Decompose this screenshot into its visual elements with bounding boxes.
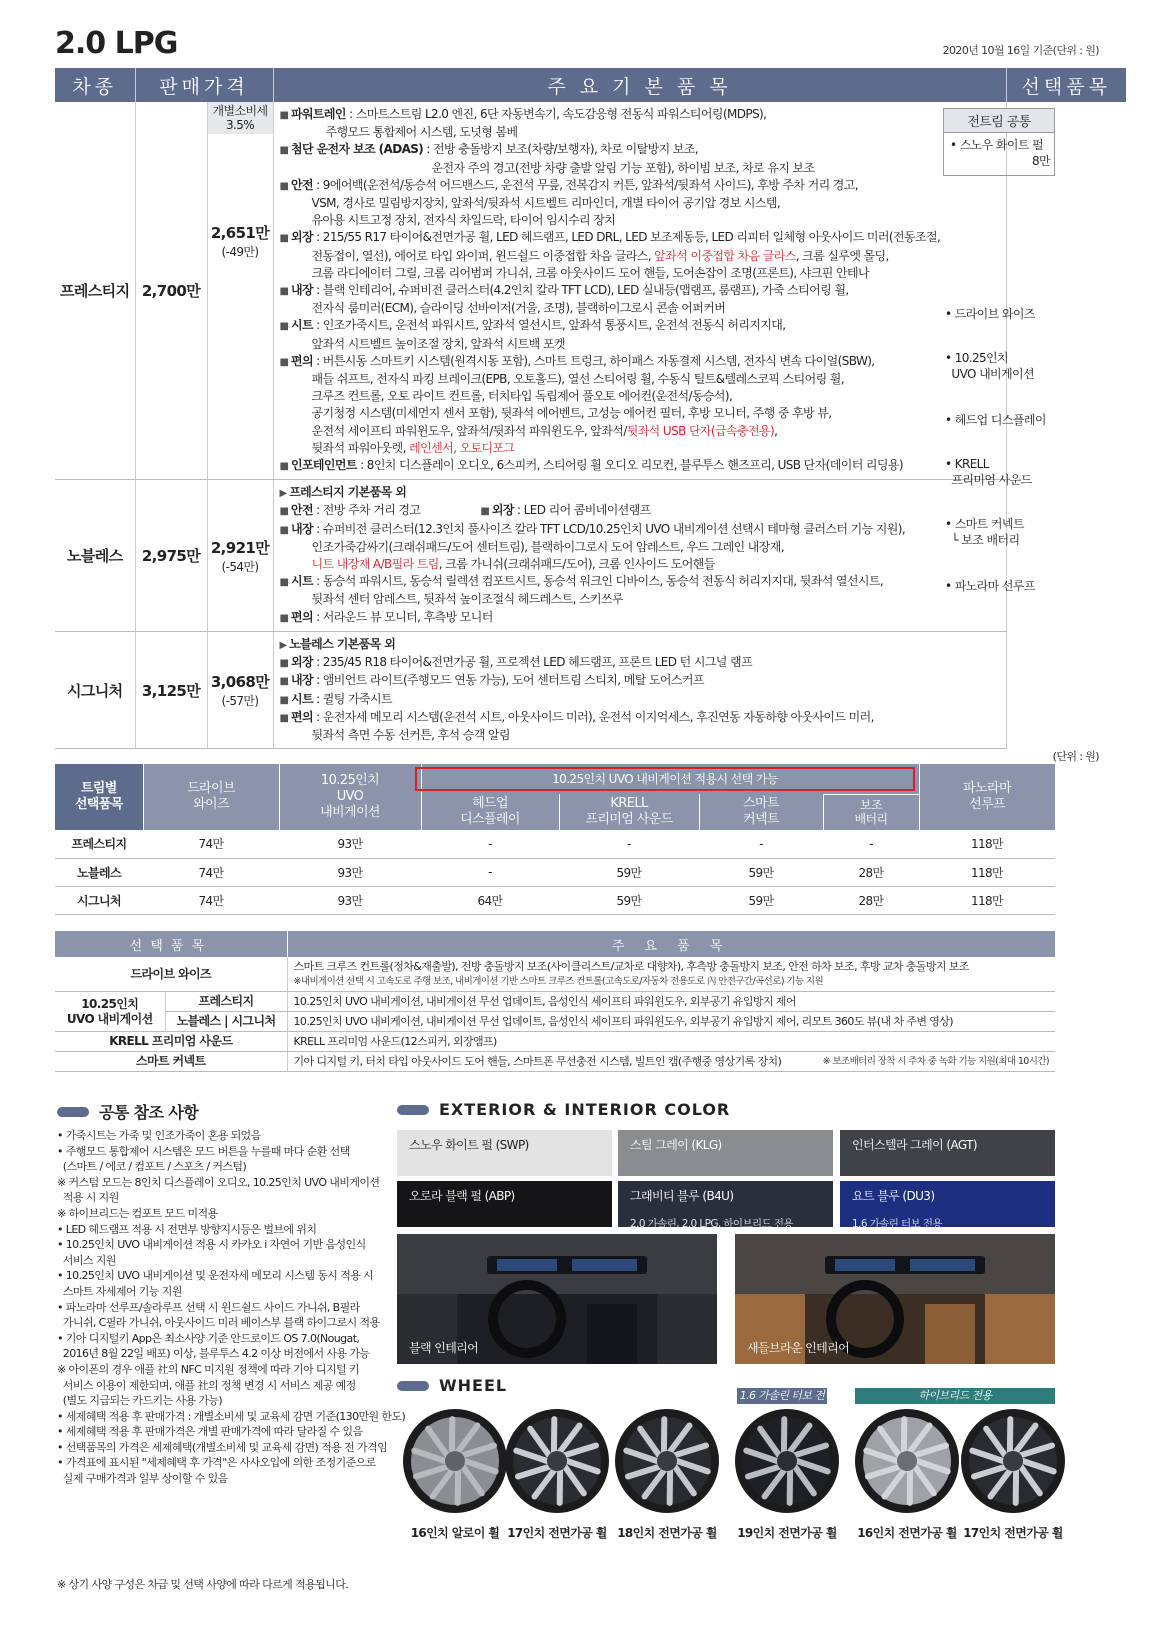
option-list-item: • 파노라마 선루프 (945, 579, 1035, 593)
item-category: 외장 (491, 503, 514, 518)
detail-row-smart (55, 1052, 1055, 1072)
note-line: 서비스 지원 (57, 1253, 116, 1267)
page-title: 2.0 LPG (55, 26, 178, 61)
wheel-image (504, 1408, 610, 1514)
item-text: 인조가죽감싸기(크래쉬패드/도어 센터트림), 블랙하이그로시 도어 암레스트, 우드 그레인 내장재, (311, 539, 784, 554)
trim-name: 노블레스 (55, 480, 135, 632)
item-line (280, 336, 1000, 353)
note-line: • 주행모드 통합제어 시스템은 모드 버튼을 누를때 마다 순환 선택 (57, 1144, 350, 1158)
wheel-item (612, 1408, 722, 1541)
options-common-box (943, 108, 1055, 176)
item-line (280, 609, 1000, 627)
option-list-item: • KRELL 프리미엄 사운드 (945, 457, 1032, 487)
arrow-icon: ▶ (279, 488, 290, 500)
option-price-krell: 59만 (559, 858, 699, 886)
option-detail-table (55, 931, 1056, 1072)
spec-header-row (55, 68, 1126, 102)
item-text-highlight: 뒷좌석 USB 단자(급속충전용) (626, 423, 775, 438)
color-heading (397, 1100, 730, 1119)
square-bullet-icon: ■ (279, 524, 291, 536)
option-price-row (55, 858, 1055, 886)
item-category: 편의 (290, 353, 313, 368)
color-swatch (397, 1181, 612, 1227)
options-common-price: 8만 (1031, 154, 1050, 168)
item-line (280, 591, 1000, 608)
note-line: ※ 커스텀 모드는 8인치 디스플레이 오디오, 10.25인치 UVO 내비게이션 (57, 1175, 380, 1189)
option-price-hud: - (421, 830, 559, 858)
detail-text-navi-noblesse: 10.25인치 UVO 내비게이션, 내비게이션 무선 업데이트, 음성인식 세이프티 파워윈도우, 외부공기 유입방지 제어, 리모트 360도 뷰(내 차 주변 영상) (287, 1012, 1055, 1032)
square-bullet-icon: ■ (279, 506, 291, 518)
note-line: • 세제혜택 적용 후 판매가격 : 개별소비세 및 교육세 감면 기준(130만원 한도) (57, 1409, 406, 1423)
opt-head-smart: 스마트 커넥트 (699, 794, 823, 830)
tag-hybrid: 하이브리드 전용 (855, 1388, 1055, 1404)
pill-icon (397, 1381, 429, 1391)
color-swatch (618, 1130, 833, 1176)
note-line: • 선택품목의 가격은 세제혜택(개별소비세 및 교육세 감면) 적용 전 가격임 (57, 1440, 388, 1454)
item-line (280, 195, 1000, 212)
note-line: • 10.25인치 UVO 내비게이션 및 운전자세 메모리 시스템 동시 적용 시 (57, 1269, 374, 1283)
disc-price-value: 2,651만 (210, 224, 270, 242)
disc-price-diff: (-54만) (221, 559, 259, 574)
item-text: : 9에어백(운전석/동승석 어드밴스드, 운전석 무릎, 전복감지 커튼, 앞좌석/뒷좌석 사이드), 후방 주차 거리 경고, (312, 177, 858, 192)
common-notes-title: 공통 참조 사항 (99, 1103, 199, 1122)
item-line (280, 160, 1000, 177)
item-line (280, 282, 1000, 300)
note-line: • 기아 디지털키 App은 최소사양 기준 안드로이드 OS 7.0(Nougat, (57, 1331, 360, 1345)
opt-head-pano: 파노라마 선루프 (919, 764, 1055, 830)
color-title: EXTERIOR & INTERIOR COLOR (439, 1100, 731, 1119)
trim-disc-price (207, 480, 273, 632)
option-price-row (55, 886, 1055, 914)
note-line: • 가죽시트는 가죽 및 인조가죽이 혼용 되었음 (57, 1129, 261, 1142)
opt-head-battery: 보조 배터리 (823, 794, 919, 830)
option-list-item: • 스마트 커넥트 └ 보조 배터리 (945, 517, 1024, 547)
item-category: 내장 (290, 283, 313, 298)
note-line: (별도 지급되는 카드키는 사용 가능) (57, 1394, 223, 1408)
item-text: , 크롬 실루엣 몰딩, (795, 248, 889, 263)
item-text: : 동승석 파워시트, 동승석 릴렉션 컴포트시트, 동승석 워크인 디바이스, 동승석 전동식 허리지지대, 뒷좌석 열선시트, (312, 574, 884, 589)
item-category: 외장 (290, 230, 313, 245)
item-category: 시트 (290, 691, 313, 706)
wheel-label: 18인치 전면가공 휠 (617, 1526, 717, 1540)
item-category: 내장 (290, 521, 313, 536)
item-text-highlight: 레인센서, 오토디포그 (409, 440, 515, 455)
detail-row-krell (55, 1032, 1055, 1052)
trim-price: 2,700만 (135, 102, 207, 480)
square-bullet-icon: ■ (279, 180, 291, 192)
note-line: • 세제혜택 적용 후 판매가격은 개별 판매가격에 따라 달라질 수 있음 (57, 1425, 363, 1439)
item-category: 편의 (290, 609, 313, 624)
header-options: 선택품목 (1006, 68, 1126, 102)
item-text: 크롬 라디에이터 그릴, 크롬 리어범퍼 가니쉬, 크롬 아웃사이드 도어 핸들, 도어손잡이 조명(프론트), 샤크핀 안테나 (311, 265, 869, 280)
option-price-krell: - (559, 830, 699, 858)
option-price-navi: 93만 (279, 830, 421, 858)
item-line (280, 440, 1000, 457)
item-line (280, 141, 1000, 159)
option-price-navi: 93만 (279, 886, 421, 914)
unit-note: (단위 : 원) (1052, 750, 1099, 763)
trim-disc-price (207, 102, 273, 480)
item-text: 앞좌석 시트벨트 높이조절 장치, 앞좌석 시트백 포켓 (311, 336, 565, 351)
color-swatch (840, 1130, 1055, 1176)
item-text: : 전방 주차 거리 경고 (312, 503, 421, 518)
item-line (280, 353, 1000, 371)
options-common-body (944, 133, 1054, 175)
square-bullet-icon: ■ (279, 676, 291, 688)
option-price-krell: 59만 (559, 886, 699, 914)
item-text: : 235/45 R18 타이어&전면가공 휠, 프로젝션 LED 헤드램프, 프론트 LED 턴 시그널 램프 (312, 655, 752, 670)
trim-price: 2,975만 (135, 480, 207, 632)
item-line (280, 539, 1000, 556)
item-line (280, 521, 1000, 539)
item-line (280, 691, 1000, 709)
trim-items (273, 480, 1006, 632)
note-line: 가니쉬, C필라 가니쉬, 아웃사이드 미러 베이스부 블랙 하이그로시 적용 (57, 1316, 380, 1330)
item-line (280, 317, 1000, 335)
item-line (280, 556, 1000, 573)
spec-row-1 (55, 480, 1126, 632)
option-price-drive: 74만 (143, 830, 279, 858)
option-price-hud: 64만 (421, 886, 559, 914)
item-arrow-text: 노블레스 기본품목 외 (289, 636, 396, 651)
item-line (280, 124, 1000, 141)
trim-price: 3,125만 (135, 631, 207, 748)
detail-text-smart (287, 1052, 1055, 1072)
option-price-hud: - (421, 858, 559, 886)
item-text: 전동접이, 열선), 에어로 타입 와이퍼, 윈드쉴드 이중접합 차음 글라스, (311, 248, 655, 263)
item-line (280, 484, 1000, 502)
color-swatch (397, 1130, 612, 1176)
square-bullet-icon: ■ (279, 233, 291, 245)
item-text: : 인조가죽시트, 운전석 파워시트, 앞좌석 열선시트, 앞좌석 통풍시트, 운전석 전동식 허리지지대, (312, 318, 786, 333)
pill-icon (397, 1105, 429, 1115)
item-text: : 215/55 R17 타이어&전면가공 휠, LED 헤드램프, LED DRL, LED 보조제동등, LED 리피터 일체형 아웃사이드 미러(전동조절, (312, 230, 941, 245)
opt-head-navi: 10.25인치 UVO 내비게이션 (279, 764, 421, 830)
opt-head-drive: 드라이브 와이즈 (143, 764, 279, 830)
wheel-label: 16인치 알로이 휠 (410, 1526, 500, 1540)
detail-head-items: 주 요 품 목 (287, 931, 1055, 957)
square-bullet-icon: ■ (279, 356, 291, 368)
option-price-smart: 59만 (699, 858, 823, 886)
opt-head-krell: KRELL 프리미엄 사운드 (559, 794, 699, 830)
tag-turbo: 1.6 가솔린 터보 전 (737, 1388, 827, 1404)
color-swatch (618, 1181, 833, 1230)
item-line (280, 727, 1000, 744)
item-text: : 앰비언트 라이트(주행모드 연동 가능), 도어 센터트림 스티치, 메탈 도어스커프 (312, 673, 704, 688)
color-name: 그래비티 블루 (B4U) (630, 1189, 734, 1203)
common-notes-heading (57, 1100, 198, 1123)
bottom-note: ※ 상기 사양 구성은 차급 및 선택 사양에 따라 다르게 적용됩니다. (57, 1578, 349, 1591)
option-price-row (55, 830, 1055, 858)
color-name: 인터스텔라 그레이 (AGT) (852, 1138, 977, 1152)
item-arrow-text: 프레스티지 기본품목 외 (289, 485, 407, 500)
option-price-navi: 93만 (279, 858, 421, 886)
item-line (280, 457, 1000, 475)
option-list-item: • 드라이브 와이즈 (945, 307, 1035, 321)
item-text: : 전방 충돌방지 보조(차량/보행자), 차로 이탈방지 보조, (423, 142, 699, 157)
option-price-drive: 74만 (143, 886, 279, 914)
disc-price-diff: (-49만) (221, 245, 259, 259)
option-price-smart: 59만 (699, 886, 823, 914)
item-text: : 슈퍼비전 클러스터(12.3인치 풀사이즈 칼라 TFT LCD/10.25인치 UVO 내비게이션 선택시 테마형 클러스터 기능 지원), (312, 521, 906, 536)
option-list-item: • 헤드업 디스플레이 (945, 413, 1046, 427)
interior-brown (735, 1234, 1055, 1364)
square-bullet-icon: ■ (279, 110, 291, 121)
wheel-label: 19인치 전면가공 휠 (737, 1526, 837, 1540)
wheel-item (732, 1408, 842, 1541)
item-line (280, 212, 1000, 229)
item-line (280, 672, 1000, 690)
item-text: 패들 쉬프트, 전자식 파킹 브레이크(EPB, 오토홀드), 열선 스티어링 휠, 수동식 틸트&텔레스코픽 스티어링 휠, (311, 372, 845, 387)
detail-label-navi: 10.25인치 UVO 내비게이션 (55, 992, 165, 1032)
square-bullet-icon: ■ (279, 145, 291, 157)
item-line (280, 502, 1000, 520)
item-line (280, 405, 1000, 422)
options-column (943, 104, 1055, 176)
pill-icon (57, 1107, 89, 1117)
item-category: 첨단 운전자 보조 (ADAS) (290, 142, 424, 157)
item-text: VSM, 경사로 밀림방지장치, 앞좌석/뒷좌석 시트벨트 리마인더, 개별 타이어 공기압 경보 시스템, (311, 196, 781, 211)
wheel-title: WHEEL (439, 1376, 508, 1395)
item-category: 시트 (290, 318, 313, 333)
detail-row-navi-noblesse (55, 1012, 1055, 1032)
interior-black-label: 블랙 인테리어 (409, 1341, 479, 1355)
item-category: 인포테인먼트 (290, 458, 357, 473)
options-common-item: • 스노우 화이트 펄 (950, 138, 1044, 152)
trim-items (273, 631, 1006, 748)
tax-label: 개별소비세 3.5% (208, 102, 273, 134)
item-line (280, 229, 1000, 247)
option-price-drive: 74만 (143, 858, 279, 886)
square-bullet-icon: ■ (279, 321, 291, 333)
option-price-trim: 프레스티지 (55, 830, 143, 858)
color-sub: 1.6 가솔린 터보 전용 (852, 1218, 942, 1230)
opt-head-hud: 헤드업 디스플레이 (421, 794, 559, 830)
item-text: , 크롬 가니쉬(크래쉬패드/도어), 크롬 인사이드 도어핸들 (438, 557, 715, 572)
note-line: 서비스 이용이 제한되며, 애플 社의 정책 변경 시 서비스 제공 예정 (57, 1378, 356, 1392)
trim-items (273, 102, 1006, 480)
wheel-image (402, 1408, 508, 1514)
date-note: 2020년 10월 16일 기준(단위 : 원) (942, 44, 1099, 57)
item-line (280, 654, 1000, 672)
detail-smart-note: ※ 보조배터리 장착 시 주차 중 녹화 기능 지원(최대 10시간) (822, 1056, 1050, 1067)
color-sub: 2.0 가솔린, 2.0 LPG, 하이브리드 전용 (630, 1218, 793, 1230)
item-text: : 퀼팅 가죽시트 (312, 691, 392, 706)
wheel-image (614, 1408, 720, 1514)
detail-label-smart: 스마트 커넥트 (55, 1052, 287, 1072)
header-model: 차종 (55, 68, 135, 102)
item-line (280, 177, 1000, 195)
color-name: 요트 블루 (DU3) (852, 1189, 935, 1203)
interior-black (397, 1234, 717, 1364)
color-name: 스틸 그레이 (KLG) (630, 1138, 722, 1152)
detail-label-navi-prestige: 프레스티지 (165, 992, 287, 1012)
item-line (280, 636, 1000, 654)
detail-row-drive-wise (55, 957, 1055, 992)
detail-smart-main: 기아 디지털 키, 터치 타입 아웃사이드 도어 핸들, 스마트폰 무선충전 시스템, 빌트인 캠(주행중 영상기록 장치) (293, 1055, 782, 1068)
detail-label-krell: KRELL 프리미엄 사운드 (55, 1032, 287, 1052)
detail-label-navi-noblesse: 노블레스 | 시그니처 (165, 1012, 287, 1032)
square-bullet-icon: ■ (279, 712, 291, 724)
wheel-image (734, 1408, 840, 1514)
wheel-label: 17인치 전면가공 휠 (507, 1526, 607, 1540)
item-category: 편의 (290, 709, 313, 724)
note-line: 스마트 자세제어 기능 지원 (57, 1284, 182, 1298)
item-text: : 8인치 디스플레이 오디오, 6스피커, 스티어링 휠 오디오 리모컨, 블루투스 핸즈프리, USB 단자(데이터 리딩용) (356, 458, 903, 473)
option-price-battery: 28만 (823, 886, 919, 914)
square-bullet-icon: ■ (279, 694, 291, 706)
wheel-label: 17인치 전면가공 휠 (963, 1526, 1063, 1540)
header-items: 주 요 기 본 품 목 (273, 68, 1006, 102)
item-line (280, 423, 1000, 440)
item-text: 뒷좌석 센터 암레스트, 뒷좌석 높이조절식 헤드레스트, 스키쓰루 (311, 592, 624, 607)
wheel-image (854, 1408, 960, 1514)
trim-disc-price (207, 631, 273, 748)
note-line: 적용 시 지원 (57, 1191, 119, 1205)
navi-note-box: 10.25인치 UVO 내비게이션 적용시 선택 가능 (415, 767, 915, 791)
item-line (280, 371, 1000, 388)
item-text: 주행모드 통합제어 시스템, 도넛형 봄베 (325, 125, 518, 140)
note-line: • 파노라마 선루프/솔라루프 선택 시 윈드쉴드 사이드 가니쉬, B필라 (57, 1300, 360, 1314)
item-line (280, 265, 1000, 282)
wheel-image (960, 1408, 1066, 1514)
square-bullet-icon: ■ (279, 461, 291, 473)
square-bullet-icon: ■ (279, 286, 291, 298)
opt-head-trim: 트림별 선택품목 (55, 764, 143, 830)
item-line (280, 248, 1000, 265)
note-line: • LED 헤드램프 적용 시 전면부 방향지시등은 벌브에 위치 (57, 1222, 317, 1236)
wheel-item (502, 1408, 612, 1541)
item-line (280, 300, 1000, 317)
item-text-highlight: 앞좌석 이중접합 차음 글라스 (654, 248, 796, 263)
detail-text-krell: KRELL 프리미엄 사운드(12스피커, 외장앰프) (287, 1032, 1055, 1052)
option-price-trim: 노블레스 (55, 858, 143, 886)
option-price-battery: - (823, 830, 919, 858)
note-line: (스마트 / 에코 / 컴포트 / 스포츠 / 커스텀) (57, 1160, 247, 1174)
detail-head-option: 선택품목 (55, 931, 287, 957)
item-text-highlight: 니트 내장재 A/B필라 트림 (311, 557, 439, 572)
option-price-pano: 118만 (919, 858, 1055, 886)
options-common-head: 전트림 공통 (944, 109, 1054, 133)
note-line: 2016년 8월 22일 배포) 이상, 블루투스 4.2 이상 버전에서 사용 가능 (57, 1347, 370, 1361)
option-price-pano: 118만 (919, 830, 1055, 858)
item-line (280, 388, 1000, 405)
square-bullet-icon: ■ (279, 612, 291, 624)
item-text: : 블랙 인테리어, 슈퍼비전 클러스터(4.2인치 칼라 TFT LCD), LED 실내등(맵램프, 룸램프), 가죽 스티어링 휠, (312, 283, 849, 298)
item-text: : 스마트스트림 L2.0 엔진, 6단 자동변속기, 속도감응형 전동식 파워스티어링(MDPS), (345, 107, 767, 121)
item-text: 유아용 시트고정 장치, 전자식 차일드락, 타이어 임시수리 장치 (311, 213, 616, 228)
option-list-item: • 10.25인치 UVO 내비게이션 (945, 351, 1035, 381)
detail-text-navi-prestige: 10.25인치 UVO 내비게이션, 내비게이션 무선 업데이트, 음성인식 세이프티 파워윈도우, 외부공기 유입방지 제어 (287, 992, 1055, 1012)
option-price-smart: - (699, 830, 823, 858)
item-category: 내장 (290, 673, 313, 688)
trim-name: 시그니처 (55, 631, 135, 748)
item-category: 안전 (290, 503, 313, 518)
option-price-battery: 28만 (823, 858, 919, 886)
disc-price-value: 3,068만 (210, 673, 270, 691)
disc-price-value: 2,921만 (210, 538, 270, 557)
wheel-item (400, 1408, 510, 1541)
color-name: 오로라 블랙 펄 (ABP) (409, 1189, 515, 1203)
item-text: , (774, 423, 778, 438)
item-text: : 서라운드 뷰 모니터, 후측방 모니터 (312, 609, 493, 624)
note-line: • 가격표에 표시된 "세제혜택 후 가격"은 사사오입에 의한 조정기준으로 (57, 1456, 376, 1470)
item-category: 외장 (290, 655, 313, 670)
option-price-trim: 시그니처 (55, 886, 143, 914)
spec-row-2 (55, 631, 1126, 748)
item-text: 전자식 룸미러(ECM), 슬라이딩 선바이저(거울, 조명), 블랙하이그로시 콘솔 어퍼커버 (311, 301, 726, 316)
detail-row-navi-prestige (55, 992, 1055, 1012)
item-text: 운전석 세이프티 파워윈도우, 앞좌석/뒷좌석 파워윈도우, 앞좌석/ (311, 423, 627, 438)
wheel-item (958, 1408, 1068, 1541)
item-category: 안전 (290, 177, 313, 192)
square-bullet-icon: ■ (279, 577, 291, 589)
item-category: 파워트레인 (290, 107, 346, 121)
item-text: : LED 리어 콤비네이션램프 (513, 503, 651, 518)
square-bullet-icon: ■ (279, 658, 291, 670)
trim-name: 프레스티지 (55, 102, 135, 480)
option-price-pano: 118만 (919, 886, 1055, 914)
detail-label-drive-wise: 드라이브 와이즈 (55, 957, 287, 992)
item-line (280, 709, 1000, 727)
item-text: : 버튼시동 스마트키 시스템(원격시동 포함), 스마트 트렁크, 하이패스 자동결제 시스템, 전자식 변속 다이얼(SBW), (312, 353, 875, 368)
item-line (280, 573, 1000, 591)
item-text: 뒷좌석 파워아웃렛, (311, 440, 410, 455)
wheel-item (852, 1408, 962, 1541)
note-line: • 10.25인치 UVO 내비게이션 적용 시 카카오 i 자연어 기반 음성인식 (57, 1238, 366, 1252)
header-price: 판매가격 (135, 68, 273, 102)
wheel-heading (397, 1376, 507, 1395)
common-notes-list (57, 1128, 406, 1487)
detail-drive-wise-main: 스마트 크루즈 컨트롤(정차&재출발), 전방 충돌방지 보조(사이클리스트/교차로 대향차), 후측방 충돌방지 보조, 안전 하차 보조, 후방 교차 충돌방지 보조 (293, 960, 969, 973)
item-text: 크루즈 컨트롤, 오토 라이트 컨트롤, 터치타입 독립제어 풀오토 에어컨(운전석/동승석), (311, 389, 733, 404)
note-line: ※ 아이폰의 경우 애플 社의 NFC 미지원 정책에 따라 기아 디지털 키 (57, 1362, 359, 1376)
note-line: ※ 하이브리드는 컴포트 모드 미적용 (57, 1206, 218, 1220)
disc-price-diff: (-57만) (221, 694, 259, 708)
item-line (280, 106, 1000, 124)
detail-drive-wise-note: ※내비게이션 선택 시 고속도로 주행 보조, 내비게이션 기반 스마트 크루즈 컨트롤(고속도로/자동차 전용도로 內 안전구간/곡선로) 기능 지원 (293, 976, 824, 987)
color-swatch (840, 1181, 1055, 1230)
square-bullet-icon: ■ (480, 506, 492, 518)
item-text: 공기청정 시스템(미세먼지 센서 포함), 뒷좌석 에어벤트, 고성능 에어컨 필터, 후방 모니터, 주행 중 후방 뷰, (311, 406, 832, 421)
color-name: 스노우 화이트 펄 (SWP) (409, 1138, 529, 1152)
wheel-label: 16인치 전면가공 휠 (857, 1526, 957, 1540)
item-text: : 운전자세 메모리 시스템(운전석 시트, 아웃사이드 미러), 운전석 이지억세스, 후진연동 자동하향 아웃사이드 미러, (312, 709, 874, 724)
item-text: 뒷좌석 측면 수동 선커튼, 후석 승객 알림 (311, 727, 510, 742)
note-line: 실제 구매가격과 일부 상이할 수 있음 (57, 1472, 228, 1486)
item-text: 운전자 주의 경고(전방 차량 출발 알림 기능 포함), 하이빔 보조, 차로 유지 보조 (431, 160, 815, 175)
arrow-icon: ▶ (279, 639, 290, 651)
detail-text-drive-wise (287, 957, 1055, 992)
item-category: 시트 (290, 574, 313, 589)
interior-brown-label: 새들브라운 인테리어 (747, 1341, 850, 1355)
